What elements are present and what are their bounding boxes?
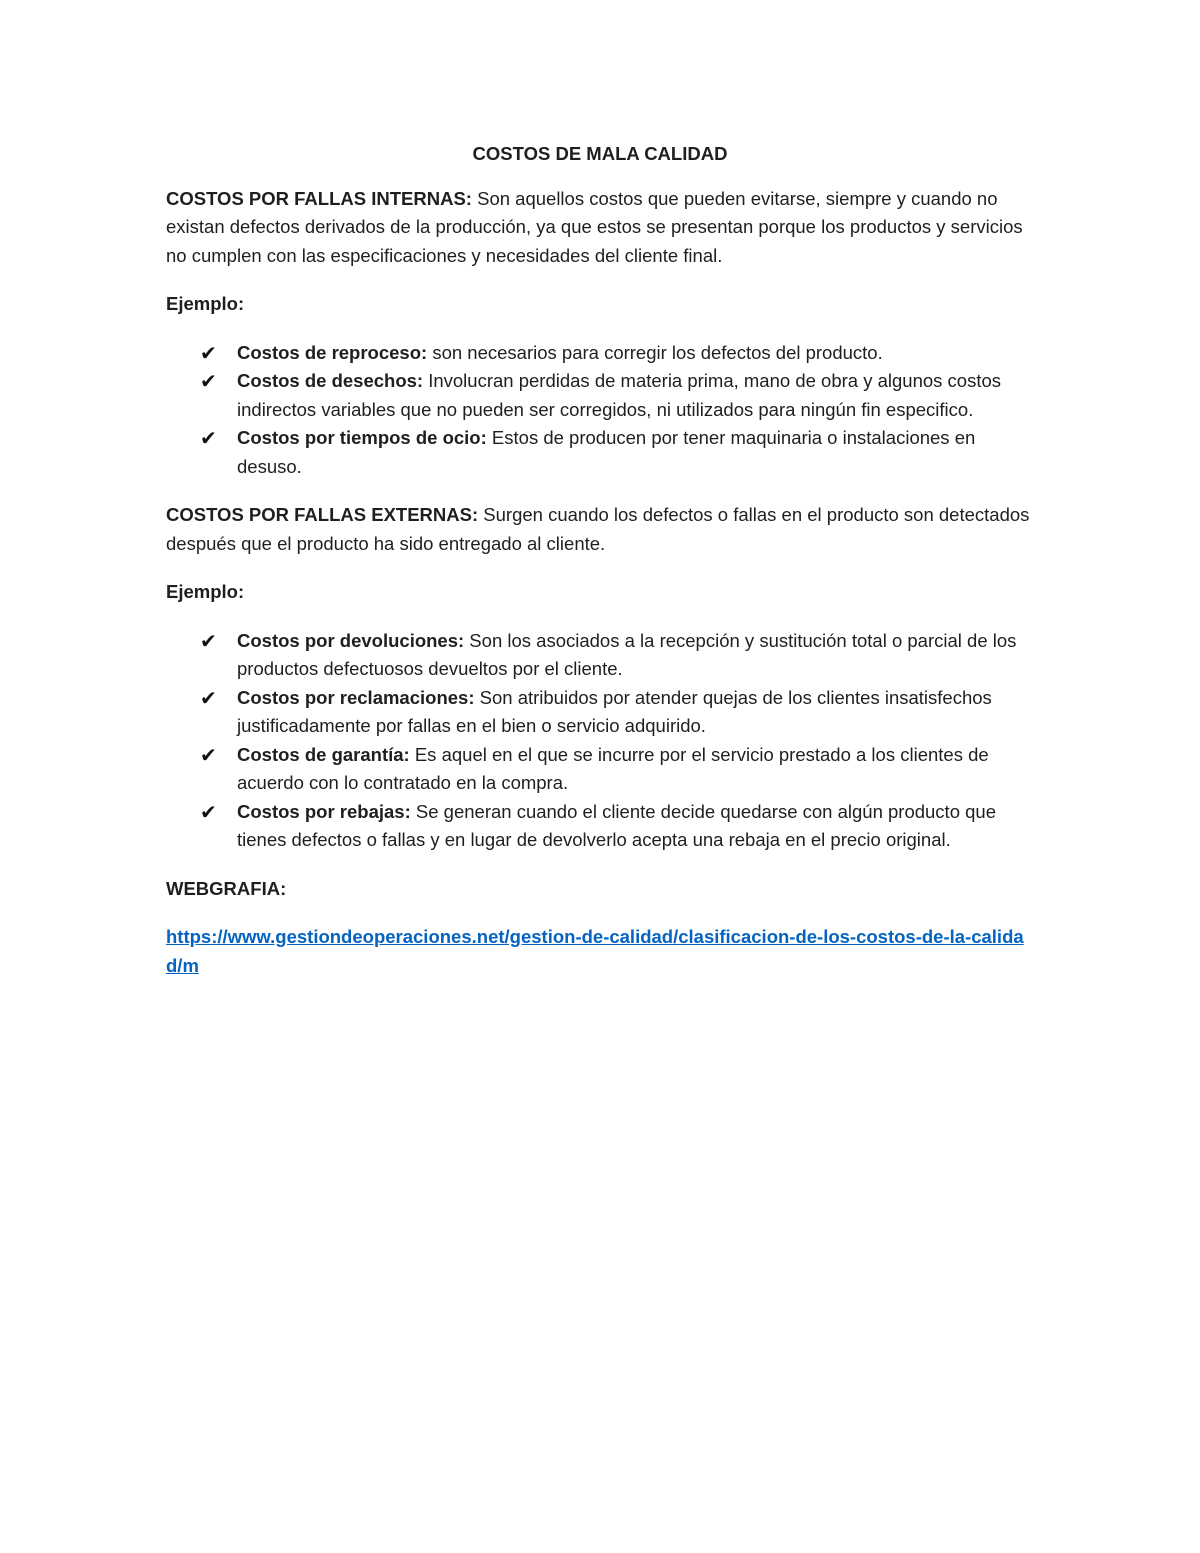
checkmark-icon: ✔ xyxy=(200,799,217,824)
list-item xyxy=(166,798,1034,855)
internal-example-label: Ejemplo: xyxy=(166,293,245,314)
checkmark-icon: ✔ xyxy=(200,742,217,767)
list-item-text: son necesarios para corregir los defectos del producto. xyxy=(427,341,883,363)
bibliography-entry xyxy=(166,923,1034,980)
external-example-label: Ejemplo: xyxy=(166,581,245,602)
checkmark-icon: ✔ xyxy=(200,340,217,365)
list-item-term: Costos por rebajas: xyxy=(237,800,411,822)
reference-link[interactable]: https://www.gestiondeoperaciones.net/gestion-de-calidad/clasificacion-de-los-costos-de-la-calidad/m xyxy=(166,926,1024,976)
bibliography-heading: WEBGRAFIA: xyxy=(166,877,287,899)
document-title: COSTOS DE MALA CALIDAD xyxy=(472,143,728,164)
external-failures-paragraph xyxy=(166,501,1034,558)
list-item-text: Se generan cuando el cliente decide quedarse con algún producto que tienes defectos o fallas y en lugar de devolverlo acepta una rebaja en el precio original. xyxy=(237,800,996,850)
list-item-text: Es aquel en el que se incurre por el servicio prestado a los clientes de acuerdo con lo contratado en la compra. xyxy=(237,743,989,793)
checkmark-icon: ✔ xyxy=(200,426,217,450)
checkmark-icon: ✔ xyxy=(200,369,217,393)
list-item-term: Costos por reclamaciones: xyxy=(237,686,475,708)
internal-failures-paragraph xyxy=(166,185,1034,271)
checkmark-icon: ✔ xyxy=(200,685,217,710)
list-item-text: Son atribuidos por atender quejas de los clientes insatisfechos justificadamente por fallas en el bien o servicio adquirido. xyxy=(237,686,992,736)
list-item xyxy=(166,627,1034,684)
checkmark-icon: ✔ xyxy=(200,628,217,653)
internal-failures-heading: COSTOS POR FALLAS INTERNAS: xyxy=(166,187,472,209)
list-item-text: Involucran perdidas de materia prima, mano de obra y algunos costos indirectos variables que no pueden ser corregidos, ni utilizados para ningún fin especifico. xyxy=(237,370,1002,420)
list-item-term: Costos por devoluciones: xyxy=(237,629,465,651)
list-item xyxy=(166,741,1034,798)
document-page xyxy=(166,140,1034,1000)
list-item-text: Estos de producen por tener maquinaria o instalaciones en desuso. xyxy=(237,427,976,477)
list-item-term: Costos por tiempos de ocio: xyxy=(237,427,487,448)
external-failures-heading: COSTOS POR FALLAS EXTERNAS: xyxy=(166,504,479,525)
list-item-term: Costos de desechos: xyxy=(237,370,424,391)
list-item-term: Costos de reproceso: xyxy=(237,341,428,363)
list-item xyxy=(166,367,1034,424)
external-examples-list xyxy=(166,627,1034,855)
list-item xyxy=(166,684,1034,741)
internal-failures-text: Son aquellos costos que pueden evitarse, siempre y cuando no existan defectos derivados de la producción, ya que estos se presentan porque los productos y servicios no cumplen con las especificaciones y necesidades del cliente final. xyxy=(166,187,1023,266)
list-item xyxy=(166,339,1034,368)
list-item xyxy=(166,424,1034,481)
list-item-text: Son los asociados a la recepción y sustitución total o parcial de los productos defectuosos devueltos por el cliente. xyxy=(237,629,1017,679)
list-item-term: Costos de garantía: xyxy=(237,743,410,765)
internal-examples-list xyxy=(166,339,1034,482)
external-failures-text: Surgen cuando los defectos o fallas en el producto son detectados después que el producto ha sido entregado al cliente. xyxy=(166,504,1030,554)
